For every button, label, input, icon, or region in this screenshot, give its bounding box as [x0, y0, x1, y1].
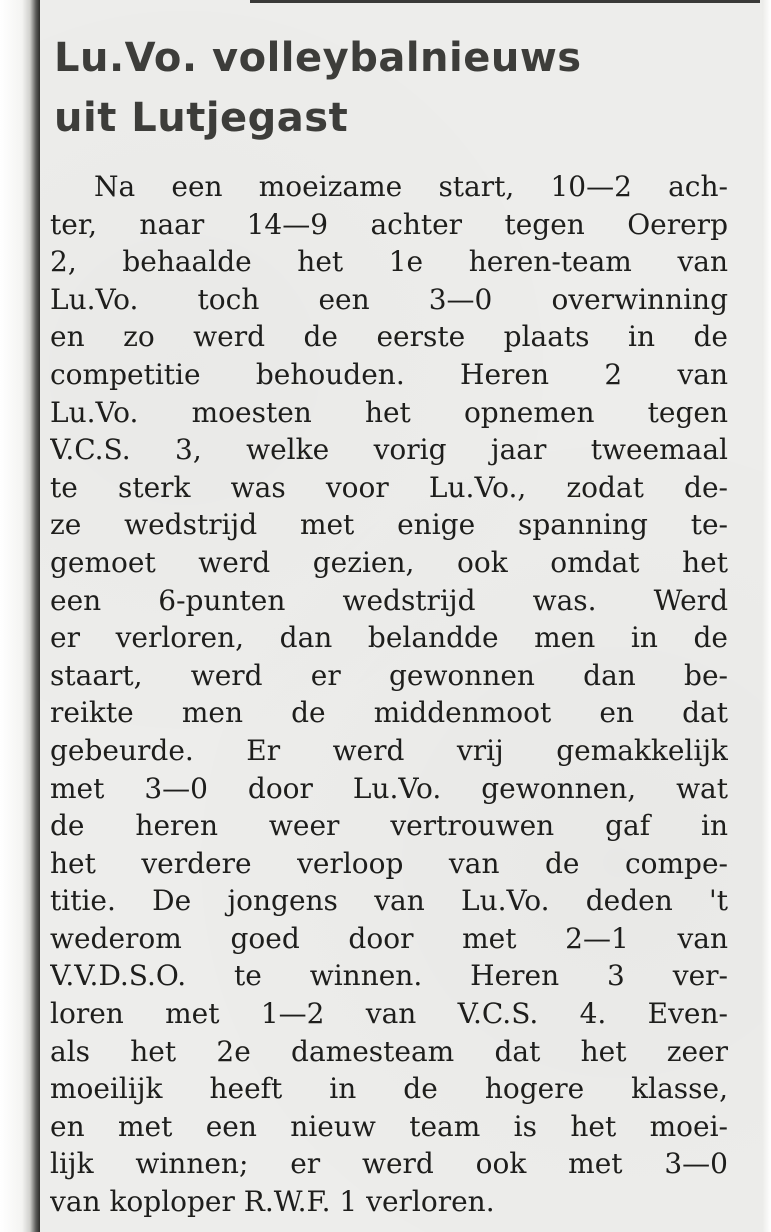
- body-line: ze wedstrijd met enige spanning te-: [50, 508, 728, 542]
- body-line: gebeurde. Er werd vrij gemakkelijk: [50, 733, 728, 767]
- body-line: competitie behouden. Heren 2 van: [50, 357, 728, 391]
- article-headline: [54, 28, 754, 148]
- body-line-last: van koploper R.W.F. 1 verloren.: [50, 1185, 495, 1219]
- article-body: [50, 168, 728, 1221]
- body-line: gemoet werd gezien, ook omdat het: [50, 545, 728, 579]
- body-line: titie. De jongens van Lu.Vo. deden 't: [50, 884, 728, 918]
- body-line: wederom goed door met 2—1 van: [50, 921, 728, 955]
- body-line: reikte men de middenmoot en dat: [50, 696, 728, 730]
- body-line: 2, behaalde het 1e heren-team van: [50, 245, 728, 279]
- body-line: en zo werd de eerste plaats in de: [50, 320, 728, 354]
- body-line: Lu.Vo. moesten het opnemen tegen: [50, 395, 728, 429]
- body-line: het verdere verloop van de compe-: [50, 846, 728, 880]
- body-line: V.C.S. 3, welke vorig jaar tweemaal: [50, 433, 728, 467]
- body-line: Na een moeizame start, 10—2 ach-: [94, 170, 728, 203]
- body-line: als het 2e damesteam dat het zeer: [50, 1034, 728, 1068]
- headline-line-1: Lu.Vo. volleybalnieuws: [54, 35, 582, 81]
- body-line: Lu.Vo. toch een 3—0 overwinning: [50, 282, 728, 316]
- body-line: lijk winnen; er werd ook met 3—0: [50, 1147, 728, 1181]
- body-line: er verloren, dan belandde men in de: [50, 621, 728, 655]
- body-line: V.V.D.S.O. te winnen. Heren 3 ver-: [50, 959, 728, 993]
- newspaper-clipping: [40, 0, 762, 1232]
- body-line: loren met 1—2 van V.C.S. 4. Even-: [50, 997, 728, 1031]
- body-line: moeilijk heeft in de hogere klasse,: [50, 1072, 728, 1106]
- body-line: staart, werd er gewonnen dan be-: [50, 658, 728, 692]
- body-line: met 3—0 door Lu.Vo. gewonnen, wat: [50, 771, 728, 805]
- body-line: te sterk was voor Lu.Vo., zodat de-: [50, 470, 728, 504]
- column-rule: [250, 0, 760, 3]
- scan-shadow: [0, 0, 40, 1232]
- body-line: de heren weer vertrouwen gaf in: [50, 809, 728, 843]
- scan-edge: [761, 0, 771, 1232]
- body-line: een 6-punten wedstrijd was. Werd: [50, 583, 728, 617]
- body-line: en met een nieuw team is het moei-: [50, 1109, 728, 1143]
- headline-line-2: uit Lutjegast: [54, 95, 349, 141]
- body-line: ter, naar 14—9 achter tegen Oererp: [50, 207, 728, 241]
